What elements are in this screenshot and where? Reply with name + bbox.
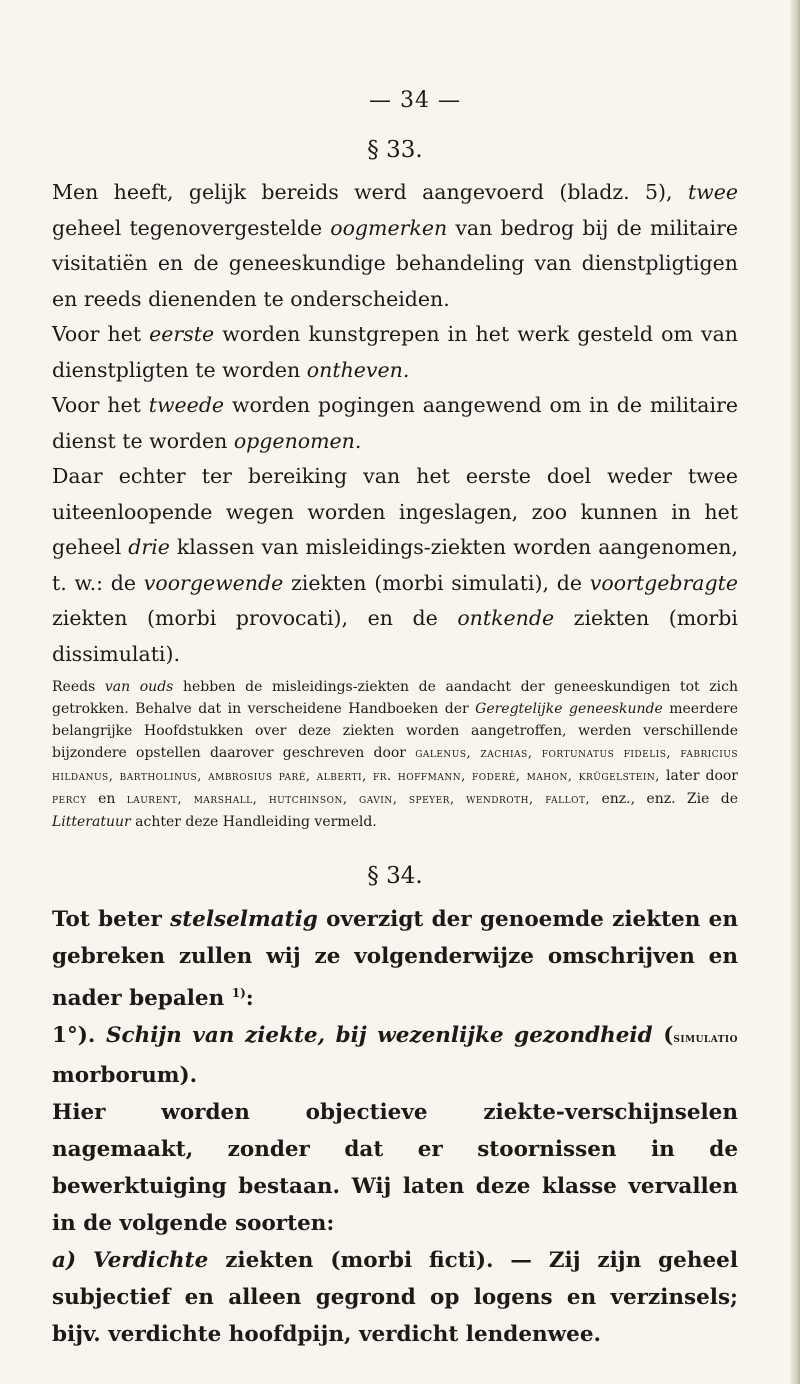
section-33-body	[52, 175, 738, 833]
document-page	[52, 88, 738, 1353]
small-caps-text: laurent, marshall, hutchinson, gavin, speyer, wendroth, fallot,	[126, 792, 591, 807]
paragraph: Hier worden objectieve ziekte-verschijnselen nagemaakt, zonder dat er stoornissen in de bewerktuiging bestaan. Wij laten deze klasse vervallen in de volgende soorten:	[52, 1100, 738, 1237]
italic-text: Geregtelijke geneeskunde	[475, 701, 663, 717]
section-34-heading: § 34.	[367, 863, 423, 889]
small-caps-text: percy	[52, 792, 87, 807]
footnote-paragraph: Reeds van ouds hebben de misleidings-ziekten de aandacht der geneeskundigen tot zich getrokken. Behalve dat in verscheidene Handboeken der Geregtelijke geneeskunde meerdere belangrijke Hoofdstukken over deze ziekten worden aangetroffen, werden verschillende bijzondere opstellen daarover geschreven door galenus, zachias, fortunatus fidelis, fabricius hildanus, bartholinus, ambrosius paré, alberti, fr. hoffmann, foderé, mahon, krügelstein, later door percy en laurent, marshall, hutchinson, gavin, speyer, wendroth, fallot, enz., enz. Zie de Litteratuur achter deze Handleiding vermeld.	[52, 679, 739, 830]
italic-text: oogmerken	[330, 215, 448, 240]
italic-text: drie	[128, 535, 170, 559]
page-number: — 34 —	[369, 88, 461, 113]
italic-text: eerste	[149, 322, 215, 346]
italic-text: tweede	[148, 393, 225, 417]
small-caps-text: simulatio	[673, 1031, 738, 1047]
page-edge	[790, 0, 800, 1384]
italic-text: stelselmatig	[170, 907, 318, 932]
paragraph: a) Verdichte ziekten (morbi ficti). — Zij zijn geheel subjectief en alleen gegrond op logens en verzinsels; bijv. verdichte hoofdpijn, verdicht lendenwee.	[52, 1248, 738, 1348]
italic-text: Schijn van ziekte, bij wezenlijke gezondheid	[105, 1023, 653, 1049]
paragraph: 1°). Schijn van ziekte, bij wezenlijke gezondheid (simulatio morborum).	[52, 1023, 738, 1089]
italic-text: a) Verdichte	[52, 1248, 209, 1274]
italic-text: ontheven.	[306, 357, 410, 382]
italic-text: twee	[687, 180, 738, 204]
italic-text: voorgewende	[143, 570, 284, 595]
small-caps-text: galenus, zachias, fortunatus fidelis, fabricius hildanus, bartholinus, ambrosius paré, alberti, fr. hoffmann, foderé, mahon, krügelstein,	[52, 746, 738, 784]
italic-text: van ouds	[104, 679, 174, 695]
section-33-heading: § 33.	[367, 137, 423, 163]
italic-text: opgenomen.	[233, 428, 362, 453]
paragraph: Voor het tweede worden pogingen aangewend om in de militaire dienst te worden opgenomen.	[52, 393, 739, 453]
paragraph: Voor het eerste worden kunstgrepen in het werk gesteld om van dienstpligten te worden ontheven.	[52, 322, 738, 382]
paragraph: Daar echter ter bereiking van het eerste doel weder twee uiteenloopende wegen worden ingeslagen, zoo kunnen in het geheel drie klassen van misleidings-ziekten worden aangenomen, t. w.: de voorgewende ziekten (morbi simulati), de voortgebragte ziekten (morbi provocati), en de ontkende ziekten (morbi dissimulati).	[52, 464, 738, 666]
italic-text: ontkende	[457, 606, 555, 630]
paragraph: Men heeft, gelijk bereids werd aangevoerd (bladz. 5), twee geheel tegenovergestelde oogmerken van bedrog bij de militaire visitatiën en de geneeskundige behandeling van dienstpligtigen en reeds dienenden te onderscheiden.	[52, 180, 738, 311]
paragraph: Tot beter stelselmatig overzigt der genoemde ziekten en gebreken zullen wij ze volgenderwijze omschrijven en nader bepalen $^{1)}$:	[52, 907, 738, 1012]
footnote-ref: 1)	[231, 986, 246, 1000]
italic-text: Litteratuur	[52, 814, 131, 830]
italic-text: voortgebragte	[589, 570, 738, 595]
